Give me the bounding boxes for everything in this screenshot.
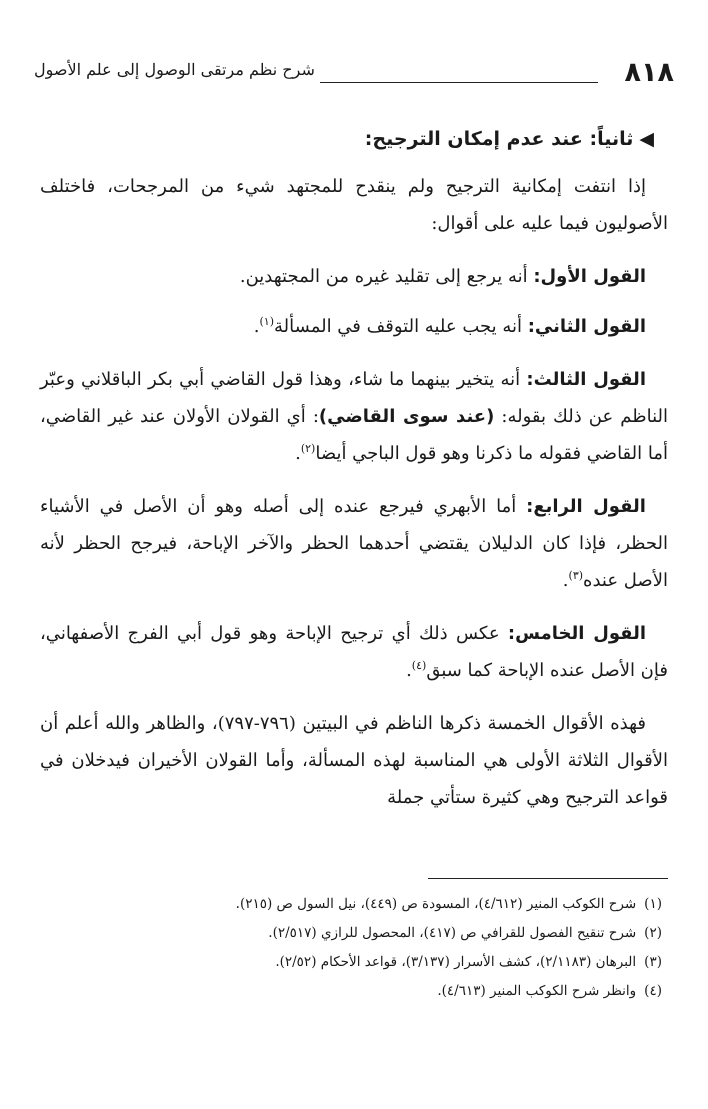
- footnote-text: شرح الكوكب المنير (٤/٦١٢)، المسودة ص (٤٤٩)، نيل السول ص (٢١٥).: [235, 896, 637, 912]
- footnote-text: وانظر شرح الكوكب المنير (٤/٦١٣).: [437, 983, 637, 999]
- opinion-3-end: .: [295, 443, 301, 464]
- arrow-left-icon: ◀: [639, 128, 654, 150]
- intro-paragraph: [40, 168, 668, 242]
- opinion-3-text-b: : أي القولان الأولان عند غير القاضي، أما القاضي فقوله ما ذكرنا وهو قول الباجي أيضا: [40, 406, 668, 464]
- opinion-4-label: القول الرابع:: [526, 496, 646, 517]
- section-heading-text: ثانياً: عند عدم إمكان الترجيح:: [364, 128, 634, 150]
- intro-text: إذا انتفت إمكانية الترجيح ولم ينقدح للمجتهد شيء من المرجحات، فاختلف الأصوليون فيما عليه على أقوال:: [40, 176, 668, 234]
- footnote-ref-1[interactable]: (١): [259, 315, 275, 328]
- opinion-3: [40, 361, 668, 472]
- footnote-ref-3[interactable]: (٣): [568, 569, 584, 582]
- main-text: [40, 124, 668, 832]
- section-heading: [40, 124, 668, 154]
- opinion-4-end: .: [562, 570, 569, 591]
- footnote-1: [40, 890, 668, 919]
- page-header: [30, 56, 678, 96]
- footnote-4: [40, 977, 668, 1006]
- running-title: شرح نظم مرتقى الوصول إلى علم الأصول: [34, 60, 315, 79]
- opinion-5-text: عكس ذلك أي ترجيح الإباحة وهو قول أبي الفرج الأصفهاني، فإن الأصل عنده الإباحة كما سبق: [40, 623, 668, 681]
- footnote-text: البرهان (٢/١١٨٣)، كشف الأسرار (٣/١٣٧)، قواعد الأحكام (٢/٥٢).: [275, 954, 637, 970]
- opinion-2-text: أنه يجب عليه التوقف في المسألة: [274, 316, 522, 337]
- footnote-ref-2[interactable]: (٢): [300, 442, 316, 455]
- opinion-1: [40, 258, 668, 295]
- footnote-2: [40, 919, 668, 948]
- page-number: ٨١٨: [624, 57, 674, 88]
- closing-text: فهذه الأقوال الخمسة ذكرها الناظم في البيتين (٧٩٦-٧٩٧)، والظاهر والله أعلم أن الأقوال الثلاثة الأولى هي المناسبة لهذه المسألة، وأما القولان الأخيران فيدخلان في قواعد الترجيح وهي كثيرة ستأتي جملة: [40, 713, 668, 808]
- opinion-2-end: .: [253, 316, 260, 337]
- footnote-text: شرح تنقيح الفصول للقرافي ص (٤١٧)، المحصول للرازي (٢/٥١٧).: [268, 925, 637, 941]
- footnotes: [40, 890, 668, 1006]
- footnote-number: (١): [644, 896, 662, 912]
- opinion-2: [40, 308, 668, 345]
- header-rule: [320, 82, 598, 83]
- footnote-ref-4[interactable]: (٤): [411, 659, 427, 672]
- opinion-5-end: .: [406, 660, 412, 681]
- opinion-3-label: القول الثالث:: [526, 369, 646, 390]
- footnote-number: (٤): [644, 983, 662, 999]
- footnote-3: [40, 948, 668, 977]
- opinion-3-text-a: أنه يتخير بينهما ما شاء، وهذا قول القاضي أبي بكر الباقلاني وعبّر الناظم عن ذلك بقوله:: [40, 369, 668, 427]
- opinion-4: [40, 488, 668, 599]
- footnote-separator: [428, 878, 668, 879]
- footnote-number: (٢): [644, 925, 662, 941]
- opinion-5-label: القول الخامس:: [507, 623, 646, 644]
- opinion-4-text: أما الأبهري فيرجع عنده إلى أصله وهو أن الأصل في الأشياء الحظر، فإذا كان الدليلان يقتضي أحدهما الحظر والآخر الإباحة، فيرجح الحظر لأنه الأصل عنده: [40, 496, 668, 591]
- opinion-1-label: القول الأول:: [533, 266, 646, 287]
- closing-paragraph: [40, 705, 668, 816]
- opinion-5: [40, 615, 668, 689]
- opinion-2-label: القول الثاني:: [527, 316, 646, 337]
- footnote-number: (٣): [644, 954, 662, 970]
- opinion-3-quote: (عند سوى القاضي): [318, 406, 495, 427]
- opinion-1-text: أنه يرجع إلى تقليد غيره من المجتهدين.: [239, 266, 528, 287]
